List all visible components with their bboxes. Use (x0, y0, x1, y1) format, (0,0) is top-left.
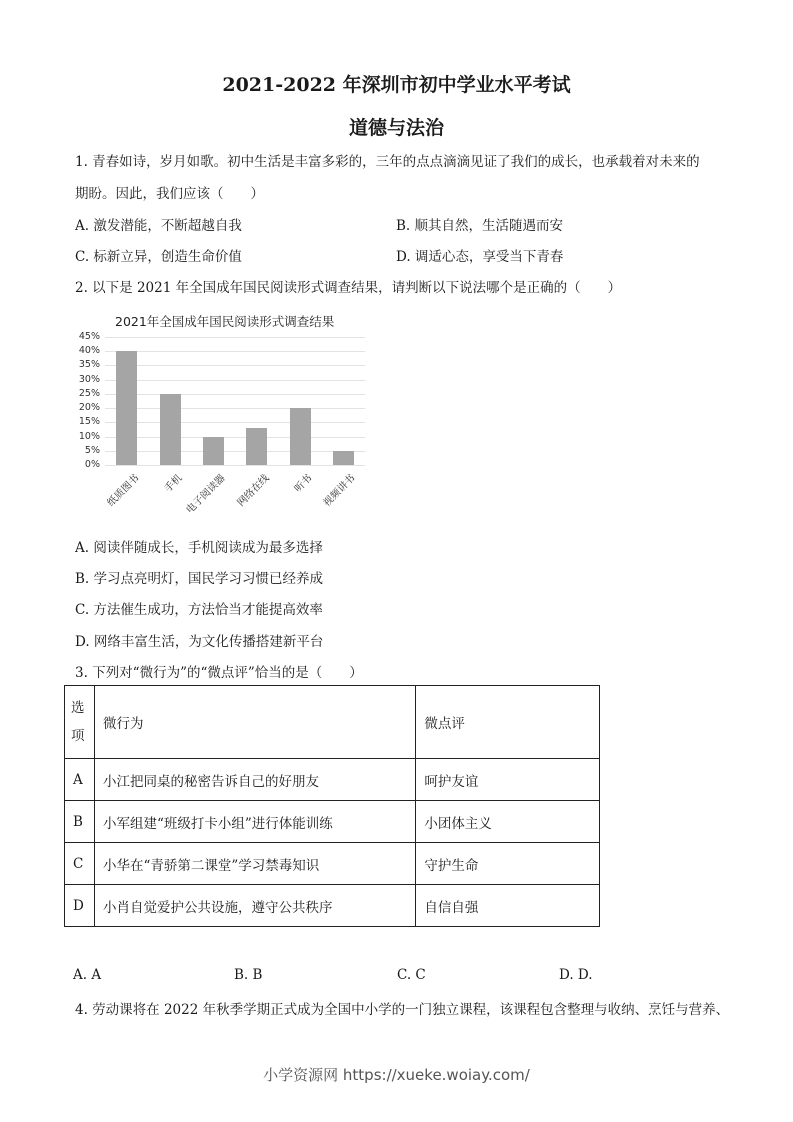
y-tick-label: 15% (78, 416, 100, 428)
table-cell-option: B (65, 801, 95, 843)
gridline (105, 365, 365, 366)
gridline (105, 351, 365, 352)
question-2-option-b: B. 学习点亮明灯，国民学习习惯已经养成 (75, 571, 324, 587)
y-tick-label: 10% (78, 430, 100, 442)
question-3-table (64, 685, 600, 927)
table-row (65, 801, 600, 843)
chart-bar (160, 394, 181, 465)
gridline (105, 451, 365, 452)
table-header-row (65, 686, 600, 759)
table-cell-behavior: 小华在“青骄第二课堂”学习禁毒知识 (94, 843, 415, 885)
y-tick-label: 5% (84, 444, 100, 456)
table-cell-behavior: 小江把同桌的秘密告诉自己的好朋友 (94, 759, 415, 801)
y-tick-label: 25% (78, 387, 100, 399)
gridline (105, 380, 365, 381)
table-cell-option: D (65, 885, 95, 927)
table-cell-comment: 小团体主义 (416, 801, 600, 843)
question-4-stem: 4. 劳动课将在 2022 年秋季学期正式成为全国中小学的一门独立课程，该课程包含整理与收纳、烹饪与营养、 (75, 1002, 730, 1018)
table-cell-behavior: 小军组建“班级打卡小组”进行体能训练 (94, 801, 415, 843)
x-tick-label: 手机 (162, 472, 185, 495)
y-tick-label: 30% (78, 373, 100, 385)
question-1-option-c: C. 标新立异，创造生命价值 (75, 249, 242, 265)
x-tick-label: 网络在线 (235, 472, 272, 509)
question-2-option-c: C. 方法催生成功，方法恰当才能提高效率 (75, 602, 323, 618)
table-row (65, 843, 600, 885)
question-2-stem: 2. 以下是 2021 年全国成年国民阅读形式调查结果，请判断以下说法哪个是正确的（ ） (75, 280, 622, 296)
exam-title: 2021-2022 年深圳市初中学业水平考试 (222, 74, 571, 96)
chart-title: 2021年全国成年国民阅读形式调查结果 (115, 314, 335, 329)
gridline (105, 337, 365, 338)
chart-bar (246, 428, 267, 465)
chart-bar (290, 408, 311, 465)
table-cell-option: C (65, 843, 95, 885)
table-header-comment: 微点评 (416, 686, 600, 759)
footer-watermark: 小学资源网 https://xueke.woiay.com/ (263, 1066, 530, 1084)
x-tick-label: 视频讲书 (321, 472, 358, 509)
reading-survey-chart (75, 305, 375, 530)
table-header-behavior: 微行为 (94, 686, 415, 759)
question-1-option-b: B. 顺其自然，生活随遇而安 (396, 218, 564, 234)
question-3-option-d: D. D. (559, 967, 593, 983)
chart-bar (333, 451, 354, 465)
table-cell-comment: 呵护友谊 (416, 759, 600, 801)
question-1-option-a: A. 激发潜能，不断超越自我 (75, 218, 242, 234)
question-3-stem: 3. 下列对“微行为”的“微点评”恰当的是（ ） (75, 665, 363, 681)
y-tick-label: 45% (78, 331, 100, 342)
question-2-option-a: A. 阅读伴随成长，手机阅读成为最多选择 (75, 540, 323, 556)
x-tick-label: 听书 (292, 472, 315, 495)
table-cell-comment: 自信自强 (416, 885, 600, 927)
question-3-option-b: B. B (234, 967, 263, 983)
table-row (65, 759, 600, 801)
question-2-option-d: D. 网络丰富生活，为文化传播搭建新平台 (75, 634, 324, 650)
question-3-option-a: A. A (73, 967, 102, 983)
question-1-option-d: D. 调适心态，享受当下青春 (396, 249, 564, 265)
question-3-option-c: C. C (397, 967, 426, 983)
table-header-option: 选项 (65, 686, 95, 759)
question-1-stem-line2: 期盼。因此，我们应该（ ） (75, 186, 264, 202)
table-cell-comment: 守护生命 (416, 843, 600, 885)
y-tick-label: 0% (84, 459, 100, 470)
gridline (105, 394, 365, 395)
x-tick-label: 电子阅读器 (184, 472, 228, 516)
gridline (105, 408, 365, 409)
chart-bar (116, 351, 137, 465)
subject-title: 道德与法治 (348, 117, 444, 139)
gridline (105, 465, 365, 466)
chart-bar (203, 437, 224, 465)
y-tick-label: 40% (78, 345, 100, 357)
table-row (65, 885, 600, 927)
x-tick-label: 纸质图书 (105, 472, 142, 509)
table-cell-option: A (65, 759, 95, 801)
gridline (105, 422, 365, 423)
table-cell-behavior: 小肖自觉爱护公共设施，遵守公共秩序 (94, 885, 415, 927)
y-tick-label: 20% (78, 402, 100, 414)
gridline (105, 437, 365, 438)
y-tick-label: 35% (78, 359, 100, 371)
question-1-stem-line1: 1. 青春如诗，岁月如歌。初中生活是丰富多彩的，三年的点点滴滴见证了我们的成长，也承载着对未来的 (75, 154, 700, 170)
